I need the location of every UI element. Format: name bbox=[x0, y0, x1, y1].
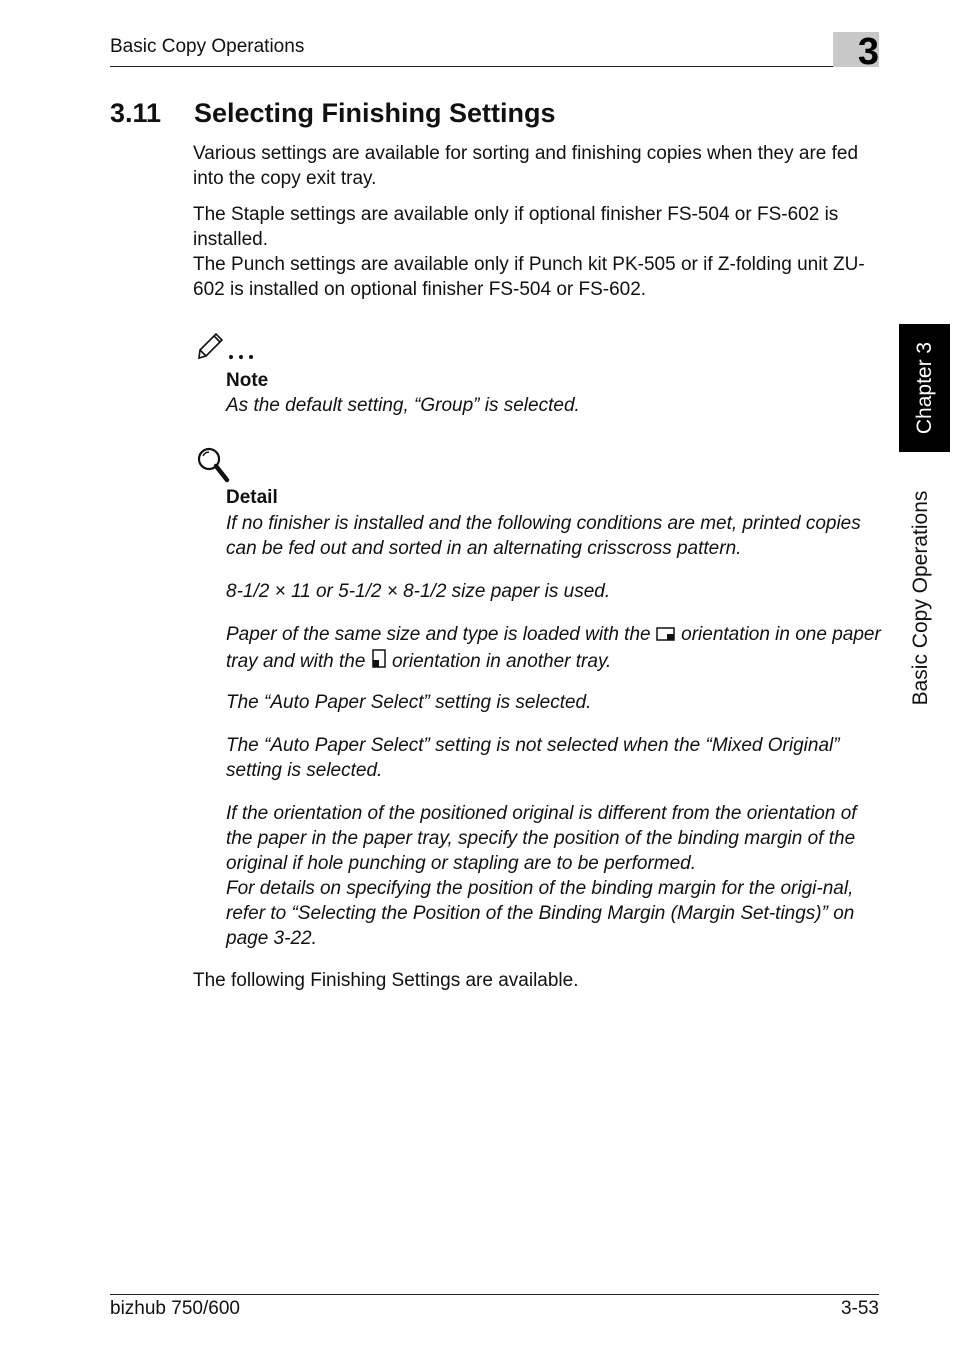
detail-text-conditions: If no finisher is installed and the following conditions are met, printed copies can be fed out and sorted in an alternating crisscross pattern. bbox=[226, 513, 861, 559]
chapter-number: 3 bbox=[857, 31, 879, 73]
following-paragraph: The following Finishing Settings are available. bbox=[193, 970, 579, 991]
portrait-orientation-icon bbox=[371, 649, 387, 676]
header-divider bbox=[110, 66, 879, 67]
section-title: Selecting Finishing Settings bbox=[194, 98, 556, 128]
intro-paragraph: Various settings are available for sorting and finishing copies when they are fed into the copy exit tray. bbox=[193, 143, 859, 189]
orientation-text-c: orientation in another tray. bbox=[391, 651, 612, 672]
staple-paragraph: The Staple settings are available only if optional finisher FS-504 or FS-602 is installed. bbox=[193, 204, 839, 250]
chapter-number-box bbox=[833, 31, 879, 73]
pencil-note-icon bbox=[196, 330, 266, 364]
detail-text-binding-margin: If the orientation of the positioned original is different from the orientation of the paper in the paper tray, specify the position of the binding margin of the original if hole punching or stapling are to be performed. bbox=[226, 803, 857, 874]
detail-text-mixed-original: The “Auto Paper Select” setting is not selected when the “Mixed Original” setting is selected. bbox=[226, 735, 840, 781]
section-heading bbox=[110, 98, 556, 129]
detail-text-paper-size: 8-1/2 × 11 or 5-1/2 × 8-1/2 size paper is used. bbox=[226, 581, 611, 602]
orientation-text-a: Paper of the same size and type is loaded with the bbox=[226, 624, 651, 645]
section-number: 3.11 bbox=[110, 98, 162, 128]
note-heading: Note bbox=[226, 370, 269, 391]
footer-page-number: 3-53 bbox=[840, 1298, 879, 1319]
footer-product-name: bizhub 750/600 bbox=[110, 1298, 240, 1319]
punch-paragraph: The Punch settings are available only if Punch kit PK-505 or if Z-folding unit ZU-602 is installed on optional finisher FS-504 or FS-602. bbox=[193, 254, 865, 300]
orientation-text-b: orientation in one paper tray and with the bbox=[226, 624, 881, 672]
footer-divider bbox=[110, 1294, 879, 1295]
detail-text-orientation bbox=[226, 622, 886, 676]
note-text: As the default setting, “Group” is selected. bbox=[226, 395, 580, 416]
chapter-side-tab bbox=[899, 324, 950, 452]
magnifier-icon bbox=[196, 446, 230, 484]
landscape-orientation-icon bbox=[656, 624, 676, 649]
detail-text-auto-paper: The “Auto Paper Select” setting is selected. bbox=[226, 692, 592, 713]
running-header-title: Basic Copy Operations bbox=[110, 36, 305, 57]
side-section-label: Basic Copy Operations bbox=[909, 490, 932, 706]
chapter-side-tab-label: Chapter 3 bbox=[912, 341, 936, 435]
detail-text-reference: For details on specifying the position of the binding margin for the origi-nal, refer to “Selecting the Position of the Binding Margin (Margin Set-tings)” on page 3-22. bbox=[226, 878, 855, 949]
detail-heading: Detail bbox=[226, 487, 278, 508]
